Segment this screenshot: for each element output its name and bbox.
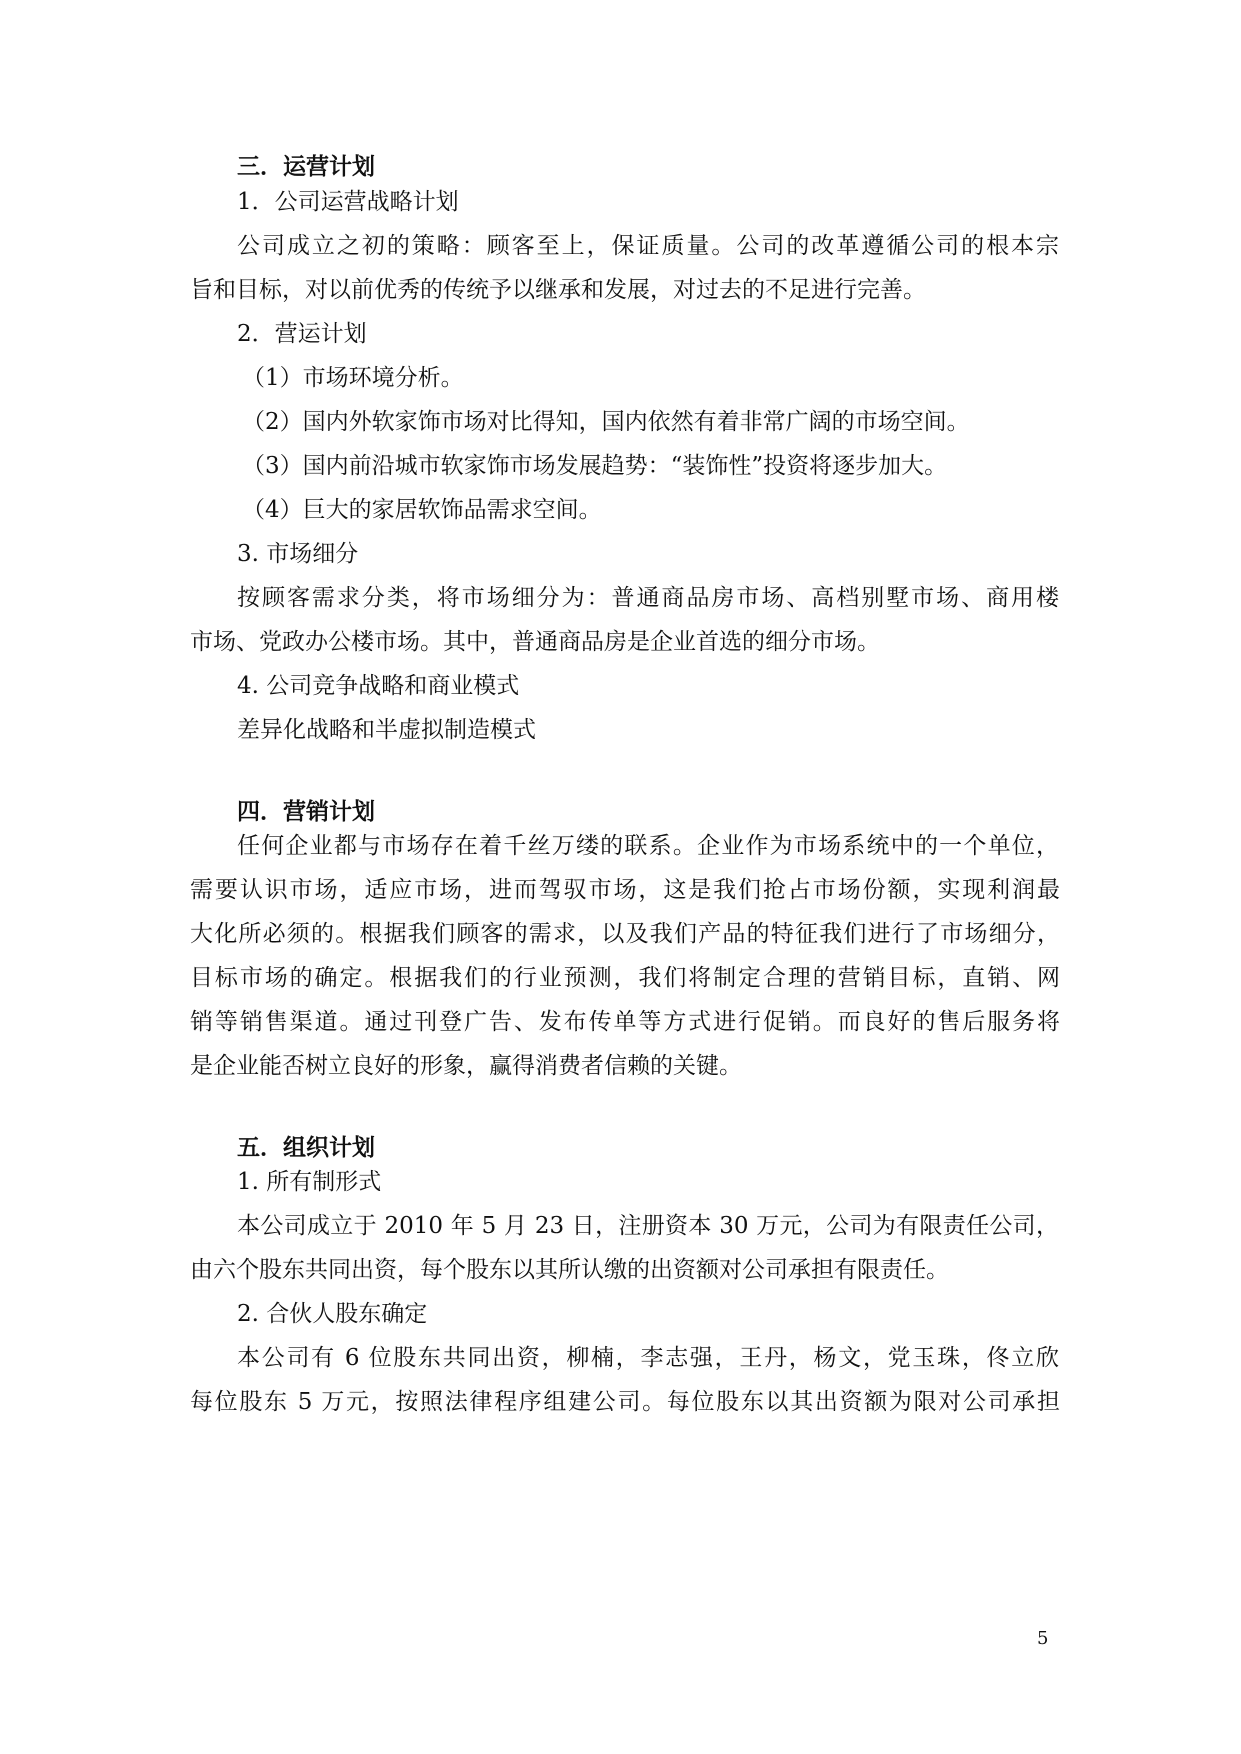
list-item: （1）市场环境分析。 (242, 365, 464, 391)
paragraph-line: 公司成立之初的策略：顾客至上，保证质量。公司的改革遵循公司的根本宗 (237, 233, 1059, 259)
paragraph-line: 大化所必须的。根据我们顾客的需求，以及我们产品的特征我们进行了市场细分， (190, 921, 1060, 947)
subsection-title-operations-strategy: 1．公司运营战略计划 (237, 189, 459, 215)
list-item: （4）巨大的家居软饰品需求空间。 (242, 497, 602, 523)
paragraph-line: 目标市场的确定。根据我们的行业预测，我们将制定合理的营销目标，直销、网 (190, 965, 1060, 991)
paragraph-line: 按顾客需求分类，将市场细分为：普通商品房市场、高档别墅市场、商用楼 (237, 585, 1059, 611)
paragraph-line: 销等销售渠道。通过刊登广告、发布传单等方式进行促销。而良好的售后服务将 (190, 1009, 1060, 1035)
paragraph-line: 旨和目标，对以前优秀的传统予以继承和发展，对过去的不足进行完善。 (190, 277, 926, 303)
subsection-title-market-segmentation: 3. 市场细分 (237, 541, 359, 567)
list-item: （2）国内外软家饰市场对比得知，国内依然有着非常广阔的市场空间。 (242, 409, 970, 435)
paragraph-line: 需要认识市场，适应市场，进而驾驭市场，这是我们抢占市场份额，实现利润最 (190, 877, 1060, 903)
section-heading-marketing: 四．营销计划 (237, 798, 375, 825)
paragraph-line: 本公司成立于 2010 年 5 月 23 日，注册资本 30 万元，公司为有限责任公司， (237, 1213, 1059, 1239)
subsection-title-operating-plan: 2．营运计划 (237, 321, 367, 347)
paragraph-line: 市场、党政办公楼市场。其中，普通商品房是企业首选的细分市场。 (190, 629, 880, 655)
section-heading-organization: 五．组织计划 (237, 1134, 375, 1161)
paragraph-line: 任何企业都与市场存在着千丝万缕的联系。企业作为市场系统中的一个单位， (237, 833, 1059, 859)
paragraph-line: 每位股东 5 万元，按照法律程序组建公司。每位股东以其出资额为限对公司承担 (190, 1389, 1060, 1415)
section-heading-operations: 三．运营计划 (237, 153, 375, 180)
subsection-title-ownership: 1. 所有制形式 (237, 1169, 382, 1195)
paragraph-line: 是企业能否树立良好的形象，赢得消费者信赖的关键。 (190, 1053, 742, 1079)
page-number: 5 (1037, 1628, 1049, 1649)
paragraph-line: 本公司有 6 位股东共同出资，柳楠，李志强，王丹，杨文，党玉珠，佟立欣 (237, 1345, 1059, 1371)
paragraph-line: 由六个股东共同出资，每个股东以其所认缴的出资额对公司承担有限责任。 (190, 1257, 949, 1283)
subsection-title-competitive-strategy: 4. 公司竞争战略和商业模式 (237, 673, 520, 699)
list-item: （3）国内前沿城市软家饰市场发展趋势：“装饰性”投资将逐步加大。 (242, 453, 948, 479)
subsection-title-shareholders: 2. 合伙人股东确定 (237, 1301, 428, 1327)
paragraph-line: 差异化战略和半虚拟制造模式 (237, 717, 536, 743)
